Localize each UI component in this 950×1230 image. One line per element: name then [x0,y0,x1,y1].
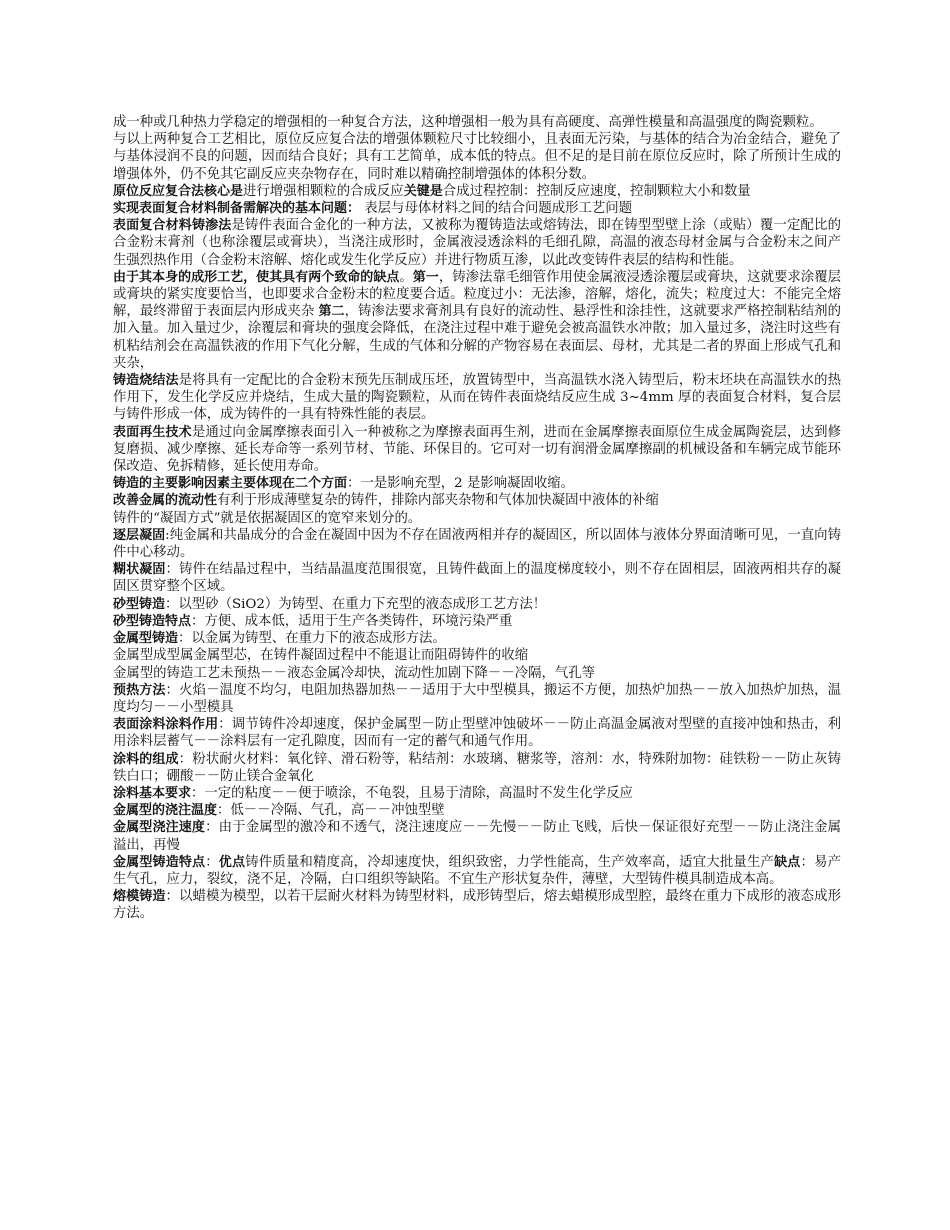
paragraph-text: ： [205,854,219,870]
paragraph-text: ：一定的粘度－－便于喷涂，不龟裂，且易于清除，高温时不发生化学反应 [191,785,633,801]
paragraph-text: 有利于形成薄壁复杂的铸件，排除内部夹杂物和气体加快凝固中液体的补缩 [217,493,659,509]
paragraph [113,613,841,630]
bold-term: 表面复合材料铸渗法 [113,218,232,234]
paragraph [113,665,841,682]
bold-term: 铸造的主要影响因素主要体现在二个方面 [113,476,348,492]
paragraph-text: 铸件的“凝固方式”就是依据凝固区的宽窄来划分的。 [113,510,422,526]
paragraph-text: 是铸件表面合金化的一种方法，又被称为覆铸造法或熔铸法，即在铸型型壁上涂（或贴）覆一定配比的合金粉末膏剂（也称涂覆层或膏块），当浇注成形时，金属液浸透涂料的毛细孔隙，高温的液态母材金属与合金粉末之间产生强烈热作用（合金粉末溶解、熔化或发生化学反应）并进行物质互渗，以此改变铸件表层的结构和性能。 [113,218,841,268]
bold-term: 熔模铸造 [113,889,166,905]
paragraph [113,751,841,785]
bold-term: 金属型铸造特点 [113,854,206,870]
paragraph [113,131,841,183]
paragraph [113,217,841,269]
bold-term: 金属型浇注速度 [113,820,206,836]
bold-term: 第二 [318,304,345,320]
bold-term: 表面再生技术 [113,424,192,440]
bold-term: 由于其本身的成形工艺，使其具有两个致命的缺点 [113,269,400,285]
paragraph-text: ：粉状耐火材料：氧化锌、滑石粉等，粘结剂：水玻璃、糖浆等，溶剂：水，特殊附加物：硅铁粉－－防止灰铸铁白口；硼酸－－防止镁合金氧化 [113,751,841,784]
bold-term: 原位反应复合法核心是 [113,183,244,199]
paragraph [113,819,841,853]
paragraph-text: :纯金属和共晶成分的合金在凝固中因为不存在固液两相并存的凝固区，所以固体与液体分界面清晰可见，一直向铸件中心移动。 [113,527,841,561]
paragraph [113,527,841,561]
bold-term: 糊状凝固 [113,562,166,578]
document-page [113,114,841,923]
paragraph-text: ：易产生气孔，应力，裂纹，浇不足，冷隔，白口组织等缺陷。不宜生产形状复杂件，薄壁，大型铸件模具制造成本高。 [113,854,842,887]
paragraph [113,200,841,217]
paragraph [113,561,841,595]
paragraph-text: 是通过向金属摩擦表面引入一种被称之为摩擦表面再生剂，进而在金属摩擦表面原位生成金属陶瓷层，达到修复磨损、减少摩擦、延长寿命等一系列节材、节能、环保目的。它可对一切有润滑金属摩擦副的机械设备和车辆完成节能环保改造、免拆精修，延长使用寿命。 [113,424,841,475]
paragraph [113,682,841,716]
paragraph [113,854,841,888]
paragraph-text: 。 [399,269,413,285]
bold-term: 铸造烧结法 [113,373,179,389]
paragraph [113,647,841,664]
paragraph-text: 是将具有一定配比的合金粉末预先压制成压坯，放置铸型中，当高温铁水浇入铸型后，粉末坯块在高温铁水的热作用下，发生化学反应并烧结，生成大量的陶瓷颗粒，从而在铸件表面烧结反应生成 3~4mm 厚的表面复合材料，复合层与铸件形成一体，成为铸件的一具有特殊性能的表层。 [113,373,841,423]
paragraph-text: ：铸件在结晶过程中，当结晶温度范围很宽，且铸件截面上的温度梯度较小，则不存在固相层，固液两相共存的凝固区贯穿整个区域。 [113,562,841,595]
paragraph [113,888,841,922]
bold-term: 第一 [412,269,439,285]
paragraph-text: ：一是影响充型，2 是影响凝固收缩。 [347,476,575,492]
paragraph-text: ：以金属为铸型、在重力下的液态成形方法。 [178,631,446,647]
bold-term: 表面涂料涂料作用 [113,717,219,733]
paragraph [113,492,841,509]
bold-term: 缺点 [774,854,801,870]
paragraph-text: ：方便、成本低，适用于生产各类铸件，环境污染严重 [191,613,513,629]
paragraph [113,183,841,200]
paragraph-text: 合成过程控制：控制反应速度，控制颗粒大小和数量 [442,183,751,199]
paragraph [113,802,841,819]
paragraph-text: 金属型成型属金属型芯，在铸件凝固过程中不能退让而阻碍铸件的收缩 [113,648,529,664]
paragraph-text: ，铸渗法要求膏剂具有良好的流动性、悬浮性和涂挂性，这就要求严格控制粘结剂的加入量。加入量过少，涂覆层和膏块的强度会降低，在浇注过程中难于避免会被高温铁水冲散；加入量过多，浇注时这些有机粘结剂会在高温铁液的作用下气化分解，生成的气体和分解的产物容易在表面层、母材，尤其是二者的界面上形成气孔和夹杂， [113,304,841,371]
paragraph-text: ：以型砂（SiO2）为铸型、在重力下充型的液态成形工艺方法！ [165,596,547,612]
bold-term: 关键是 [403,183,443,199]
bold-term: 改善金属的流动性 [113,493,218,509]
paragraph-text: 金属型的铸造工艺未预热－－液态金属冷却快，流动性加剧下降－－冷隔，气孔等 [113,665,596,681]
paragraph-text: 成一种或几种热力学稳定的增强相的一种复合方法，这种增强相一般为具有高硬度、高弹性模量和高温强度的陶瓷颗粒。 [113,115,823,130]
paragraph [113,596,841,613]
bold-term: 优点 [218,854,246,870]
bold-term: 砂型铸造特点 [113,613,192,629]
bold-term: 砂型铸造 [113,596,166,612]
bold-term: 逐层凝固 [113,527,166,543]
paragraph [113,372,841,424]
paragraph-text: 表层与母体材料之间的结合问题成形工艺问题 [360,201,633,217]
bold-term: 金属型铸造 [113,631,179,647]
paragraph-text: 铸件质量和精度高，冷却速度快，组织致密，力学性能高，生产效率高，适宜大批量生产 [245,854,775,870]
paragraph-text: ：火焰－温度不均匀，电阻加热器加热－－适用于大中型模具，搬运不方便，加热炉加热－－放入加热炉加热，温度均匀－－小型模具 [113,682,841,715]
bold-term: 涂料的组成 [113,751,179,767]
paragraph-text: ：调节铸件冷却速度，保护金属型－防止型壁冲蚀破坏－－防止高温金属液对型壁的直接冲蚀和热击，利用涂料层蓄气－－涂料层有一定孔隙度，因而有一定的蓄气和通气作用。 [113,717,841,750]
bold-term: 预热方法 [113,682,166,698]
paragraph [113,475,841,492]
paragraph-text: ：以蜡模为模型，以若干层耐火材料为铸型材料，成形铸型后，熔去蜡模形成型腔，最终在重力下成形的液态成形方法。 [113,889,841,922]
bold-term: 金属型的浇注温度 [113,803,218,819]
paragraph [113,510,841,527]
paragraph [113,785,841,802]
paragraph [113,114,841,131]
paragraph-text: ，铸渗法靠毛细管作用使金属液浸透涂覆层或膏块，这就要求涂覆层或膏块的紧实度要恰当，也即要求合金粉末的粒度要合适。粒度过小：无法渗，溶解，熔化，流失；粒度过大：不能完全熔解，最终滞留于表面层内形成夹杂 [113,269,842,320]
paragraph-text: ：低－－冷隔、气孔，高－－冲蚀型壁 [217,803,445,819]
paragraph-text: 进行增强相颗粒的合成反应 [243,183,404,199]
paragraph [113,716,841,750]
bold-term: 涂料基本要求 [113,785,192,801]
paragraph [113,424,841,476]
paragraph-text: 与以上两种复合工艺相比，原位反应复合法的增强体颗粒尺寸比较细小，且表面无污染，与基体的结合为冶金结合，避免了与基体浸润不良的问题，因而结合良好；具有工艺简单，成本低的特点。但不足的是目前在原位反应时，除了所预计生成的增强体外，仍不免其它副反应夹杂物存在，同时难以精确控制增强体的体积分数。 [113,132,841,182]
paragraph-text: ：由于金属型的激冷和不透气，浇注速度应－－先慢－－防止飞贱，后快－保证很好充型－－防止浇注金属溢出，再慢 [113,820,841,853]
bold-term: 实现表面复合材料制备需解决的基本问题： [113,201,361,217]
paragraph [113,269,841,372]
paragraph [113,630,841,647]
